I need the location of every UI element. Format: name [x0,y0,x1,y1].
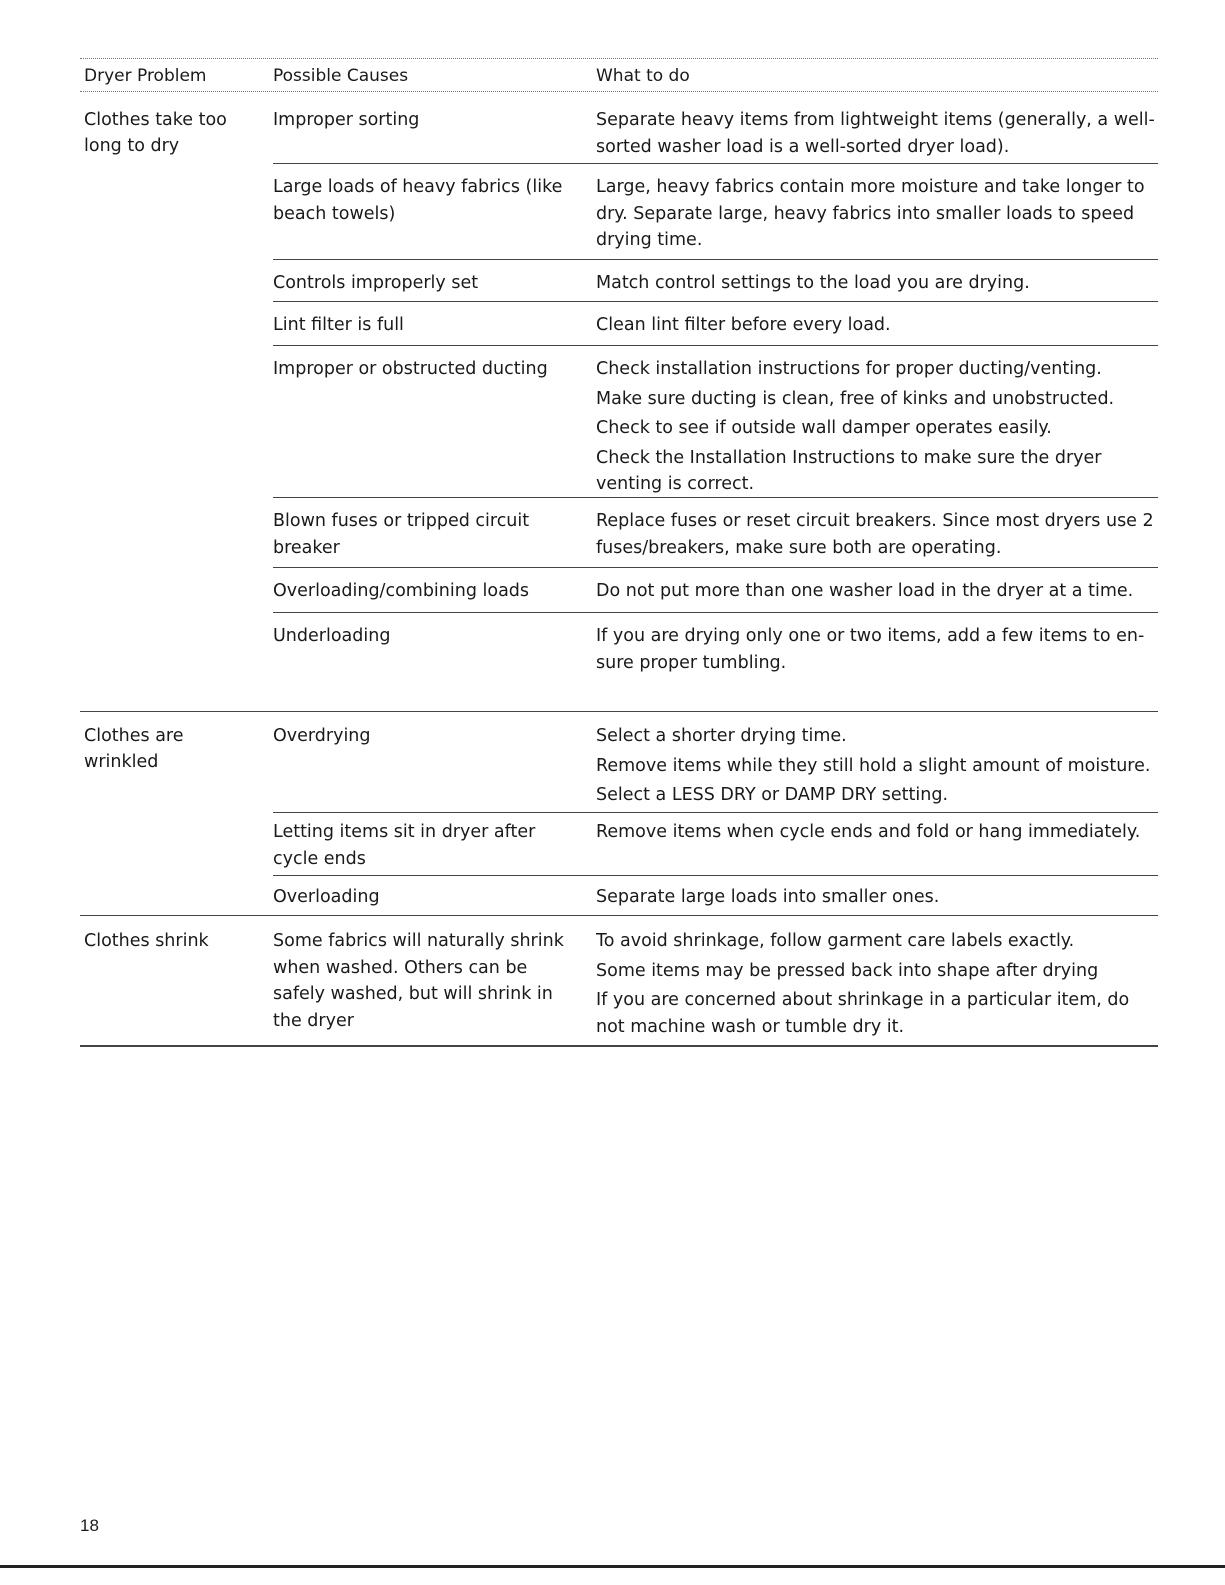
table-row [273,812,1158,876]
table-row [273,345,1158,498]
problem-group-shrink [80,915,1158,1046]
table-row [273,612,1158,711]
header-possible-causes: Possible Causes [273,66,409,86]
cause-text: Letting items sit in dryer after cycle ends [273,822,536,869]
todo-text: Large, heavy fabrics contain more moisture and take longer to dry. Separate large, heavy fabrics into smaller loads to speed drying time. [596,177,1145,250]
problem-label: Clothes are wrinkled [84,726,184,772]
table-row [273,567,1158,612]
cause-text: Overdrying [273,726,371,746]
table-row [273,259,1158,302]
todo-text: Select a shorter drying time. Remove items while they still hold a slight amount of moisture. Select a LESS DRY or DAMP DRY setting. [596,726,1151,805]
table-row [273,301,1158,346]
todo-text: Clean lint filter before every load. [596,315,891,335]
problem-label: Clothes take too long to dry [84,110,227,156]
header-dryer-problem: Dryer Problem [84,66,207,86]
cause-text: Lint filter is full [273,315,404,335]
table-row [273,497,1158,568]
todo-text: Do not put more than one washer load in the dryer at a time. [596,581,1134,601]
table-bottom-rule [80,1045,1158,1047]
table-row [273,723,1158,811]
todo-text: Separate heavy items from lightweight items (generally, a well-sorted washer load is a well-sorted dryer load). [596,110,1155,157]
todo-text: To avoid shrinkage, follow garment care labels exactly. Some items may be pressed back into shape after drying If you are concerned about shrinkage in a particular item, do not machine wash or tumble dry it. [596,931,1130,1037]
page-edge-rule [0,1565,1225,1568]
cause-text: Overloading [273,887,380,907]
problem-group-long-to-dry [80,107,1158,711]
todo-text: Remove items when cycle ends and fold or hang immediately. [596,822,1141,842]
cause-text: Some fabrics will naturally shrink when washed. Others can be safely washed, but will shrink in the dryer [273,931,564,1031]
todo-text: Check installation instructions for proper ducting/venting. Make sure ducting is clean, free of kinks and unobstructed. Check to see if outside wall damper operates easily. Check the Installation Instructions to make sure the dryer venting is correct. [596,359,1115,494]
todo-text: Match control settings to the load you are drying. [596,273,1030,293]
table-row [273,163,1158,260]
page-number: 18 [80,1516,99,1535]
cause-text: Large loads of heavy fabrics (like beach towels) [273,177,563,224]
table-row [273,107,1158,163]
problem-label: Clothes shrink [84,931,209,951]
header-what-to-do: What to do [596,66,690,86]
table-row [273,875,1158,916]
table-header [80,62,1158,92]
cause-text: Improper sorting [273,110,420,130]
table-row [273,928,1158,1044]
cause-text: Controls improperly set [273,273,479,293]
top-dotted-rule [80,58,1158,59]
cause-text: Underloading [273,626,391,646]
problem-group-wrinkled [80,711,1158,915]
cause-text: Blown fuses or tripped circuit breaker [273,511,530,558]
cause-text: Overloading/combining loads [273,581,530,601]
todo-text: If you are drying only one or two items, add a few items to en-sure proper tumbling. [596,626,1145,673]
todo-text: Separate large loads into smaller ones. [596,887,940,907]
cause-text: Improper or obstructed ducting [273,359,548,379]
todo-text: Replace fuses or reset circuit breakers. Since most dryers use 2 fuses/breakers, make sure both are operating. [596,511,1154,558]
